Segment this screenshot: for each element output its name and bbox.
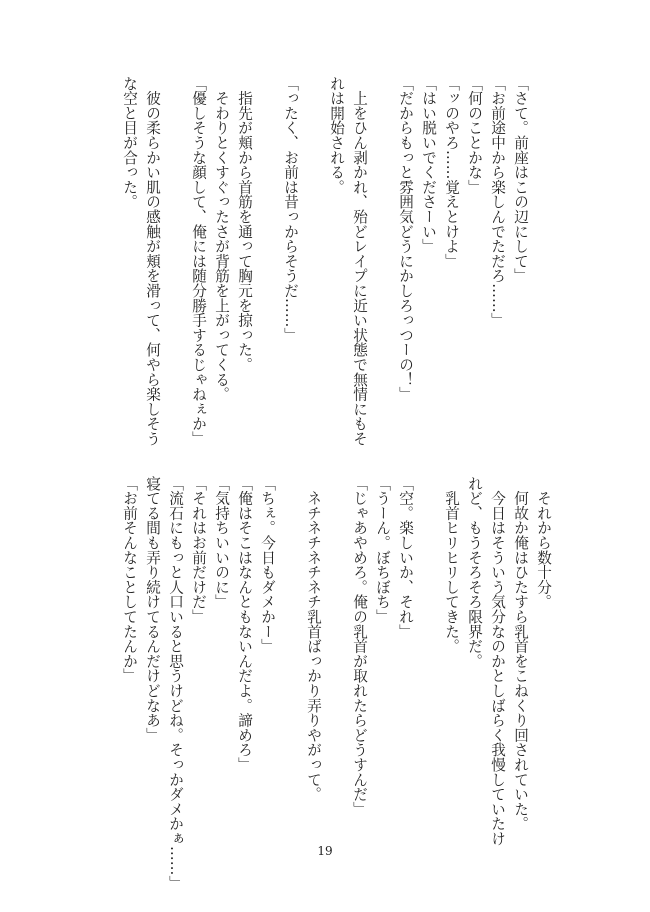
text-line: ネチネチネチネチ乳首ばっかり弄りやがって。 <box>305 476 322 802</box>
top-tier-text <box>118 76 532 456</box>
text-line: 「ッのやろ……覚えとけよ」 <box>443 76 460 269</box>
page-number: 19 <box>317 844 333 858</box>
text-line: 上をひん剥かれ、殆どレイプに近い状態で無情にもそ <box>351 76 368 446</box>
text-line: 「流石にもっと人口いると思うけどね。そっかダメかぁ……」 <box>167 476 184 891</box>
text-line: な空と目が合った。 <box>121 76 138 210</box>
text-line: 「俺はそこはなんともないんだよ。諦めろ」 <box>236 476 253 772</box>
text-line: 「じゃあやめろ。俺の乳首が取れたらどうすんだ」 <box>351 476 368 817</box>
text-line: 指先が頬から首筋を通って胸元を掠った。 <box>236 76 253 372</box>
text-line: 寝てる間も弄り続けてるんだけどなあ」 <box>144 476 161 743</box>
blank-line <box>164 76 187 456</box>
blank-line <box>256 76 279 456</box>
text-line: れど、もうそろそろ限界だ。 <box>466 476 483 669</box>
bottom-tier-text <box>118 476 555 891</box>
text-line: 「お前そんなことしてたんか」 <box>121 476 138 684</box>
text-line: 「ったく、お前は昔っからそうだ……」 <box>282 76 299 343</box>
text-line: 今日はそういう気分なのかとしばらく我慢していたけ <box>489 476 506 846</box>
text-line: 「それはお前だけだ」 <box>190 476 207 624</box>
text-line: 何故か俺はひたすら乳首をこねくり回されていた。 <box>512 476 529 832</box>
blank-line <box>417 476 440 856</box>
blank-line <box>279 476 302 856</box>
text-line: 「お前途中から楽しんでただろ……」 <box>489 76 506 328</box>
text-line: 「うーん。ぼちぼち」 <box>374 476 391 624</box>
text-line: 彼の柔らかい肌の感触が頬を滑って、何やら楽しそう <box>144 76 161 446</box>
text-line: そわりとくすぐったさが背筋を上がってくる。 <box>213 76 230 402</box>
text-line: 「優しそうな顔して、俺には随分勝手するじゃねぇか」 <box>190 76 207 446</box>
text-line: 「空。楽しいか、それ」 <box>397 476 414 639</box>
text-line: 「さて。前座はこの辺にして」 <box>512 76 529 284</box>
text-line: れは開始される。 <box>328 76 345 195</box>
text-line: 「だからもっと雰囲気どうにかしろっつーの！」 <box>397 76 414 402</box>
text-line: 「ちぇ。今日もダメかー」 <box>259 476 276 654</box>
text-line: それから数十分。 <box>535 476 552 610</box>
text-line: 「はい脱いでくださーい」 <box>420 76 437 254</box>
text-line: 「何のことかな」 <box>466 76 483 195</box>
blank-line <box>371 76 394 456</box>
text-line: 「気持ちいいのに」 <box>213 476 230 610</box>
blank-line <box>325 476 348 856</box>
text-line: 乳首ヒリヒリしてきた。 <box>443 476 460 654</box>
blank-line <box>302 76 325 456</box>
